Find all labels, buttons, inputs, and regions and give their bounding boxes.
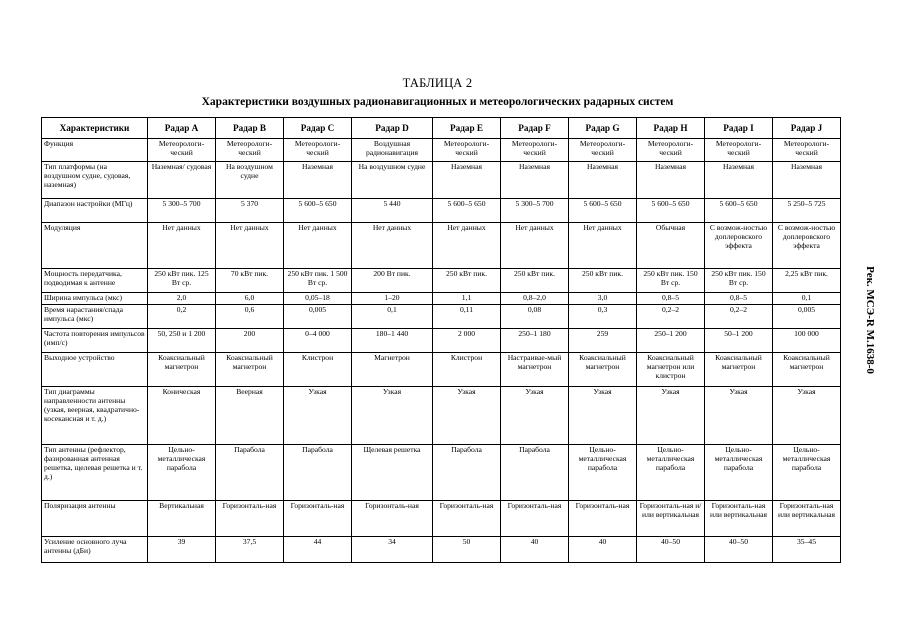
table-cell: Магнетрон xyxy=(352,353,433,387)
table-cell: 5 300–5 700 xyxy=(148,199,216,223)
table-cell: 250 кВт пик. xyxy=(433,269,501,293)
table-cell: С возмож-ностью доплеровского эффекта xyxy=(773,223,841,269)
table-cell: Коаксиальный магнетрон xyxy=(148,353,216,387)
table-row xyxy=(42,199,841,223)
table-cell: 1–20 xyxy=(352,293,433,305)
table-cell: Узкая xyxy=(637,387,705,445)
table-cell: Парабола xyxy=(433,445,501,501)
row-label-cell: Тип антенны (рефлектор, фазированная антенная решетка, щелевая решетка и т. д.) xyxy=(42,445,148,501)
column-header-characteristics: Характеристики xyxy=(42,118,148,139)
column-header-radar: Радар C xyxy=(284,118,352,139)
table-cell: 1,1 xyxy=(433,293,501,305)
table-cell: Узкая xyxy=(433,387,501,445)
table-row xyxy=(42,269,841,293)
column-header-radar: Радар H xyxy=(637,118,705,139)
table-cell: 200 Вт пик. xyxy=(352,269,433,293)
table-cell: Цельно-металлическая парабола xyxy=(637,445,705,501)
table-cell: 0,1 xyxy=(352,305,433,329)
table-cell: Горизонталь-ная xyxy=(569,501,637,537)
table-cell: Наземная xyxy=(501,162,569,199)
table-cell: Веерная xyxy=(216,387,284,445)
table-cell: 0,8–5 xyxy=(637,293,705,305)
table-cell: 39 xyxy=(148,537,216,563)
column-header-radar: Радар B xyxy=(216,118,284,139)
table-cell: Коаксиальный магнетрон xyxy=(773,353,841,387)
table-cell: 200 xyxy=(216,329,284,353)
table-row xyxy=(42,223,841,269)
table-cell: Коаксиальный магнетрон xyxy=(216,353,284,387)
table-cell: Щелевая решетка xyxy=(352,445,433,501)
table-cell: Нет данных xyxy=(148,223,216,269)
table-cell: 250–1 180 xyxy=(501,329,569,353)
table-row xyxy=(42,329,841,353)
table-cell: Горизонталь-ная xyxy=(352,501,433,537)
table-cell: Узкая xyxy=(569,387,637,445)
table-cell: Нет данных xyxy=(216,223,284,269)
row-label-cell: Время нарастания/спада импульса (мкс) xyxy=(42,305,148,329)
table-cell: 0,2–2 xyxy=(637,305,705,329)
table-row xyxy=(42,305,841,329)
table-cell: Парабола xyxy=(216,445,284,501)
table-cell: Обычная xyxy=(637,223,705,269)
table-cell: Горизонталь-ная xyxy=(216,501,284,537)
table-cell: Узкая xyxy=(773,387,841,445)
row-label-cell: Диапазон настройки (МГц) xyxy=(42,199,148,223)
row-label-cell: Модуляция xyxy=(42,223,148,269)
table-cell: С возмож-ностью доплеровского эффекта xyxy=(705,223,773,269)
table-cell: Метеорологи-ческий xyxy=(284,139,352,162)
column-header-radar: Радар F xyxy=(501,118,569,139)
table-cell: 5 600–5 650 xyxy=(284,199,352,223)
column-header-radar: Радар A xyxy=(148,118,216,139)
table-cell: 250–1 200 xyxy=(637,329,705,353)
table-cell: 70 кВт пик. xyxy=(216,269,284,293)
table-cell: 2 000 xyxy=(433,329,501,353)
column-header-radar: Радар E xyxy=(433,118,501,139)
table-cell: Наземная xyxy=(433,162,501,199)
table-cell: 250 кВт пик. 125 Вт ср. xyxy=(148,269,216,293)
table-cell: Нет данных xyxy=(569,223,637,269)
table-cell: Наземная/ судовая xyxy=(148,162,216,199)
table-cell: 44 xyxy=(284,537,352,563)
table-cell: 250 кВт пик. xyxy=(501,269,569,293)
table-cell: Клистрон xyxy=(433,353,501,387)
table-cell: Горизонталь-ная и/или вертикальная xyxy=(637,501,705,537)
table-cell: 259 xyxy=(569,329,637,353)
table-cell: Настраивае-мый магнетрон xyxy=(501,353,569,387)
row-label-cell: Поляризация антенны xyxy=(42,501,148,537)
table-cell: 35–45 xyxy=(773,537,841,563)
table-row xyxy=(42,501,841,537)
table-cell: 0,05–18 xyxy=(284,293,352,305)
table-cell: 0,08 xyxy=(501,305,569,329)
table-cell: 250 кВт пик. 150 Вт ср. xyxy=(705,269,773,293)
table-cell: 100 000 xyxy=(773,329,841,353)
table-cell: Узкая xyxy=(352,387,433,445)
table-cell: Узкая xyxy=(705,387,773,445)
table-cell: Метеорологи-ческий xyxy=(637,139,705,162)
table-row xyxy=(42,387,841,445)
column-header-radar: Радар D xyxy=(352,118,433,139)
table-cell: Горизонталь-ная xyxy=(433,501,501,537)
table-cell: Нет данных xyxy=(284,223,352,269)
column-header-radar: Радар J xyxy=(773,118,841,139)
table-row xyxy=(42,445,841,501)
table-cell: 0,3 xyxy=(569,305,637,329)
row-label-cell: Усиление основного луча антенны (дБи) xyxy=(42,537,148,563)
table-cell: На воздушном судне xyxy=(216,162,284,199)
table-cell: 5 600–5 650 xyxy=(637,199,705,223)
row-label-cell: Мощность передатчика, подводимая к антенне xyxy=(42,269,148,293)
table-cell: 2,0 xyxy=(148,293,216,305)
table-cell: 0,1 xyxy=(773,293,841,305)
table-subtitle: Характеристики воздушных радионавигационных и метеорологических радарных систем xyxy=(201,96,674,108)
table-cell: Горизонталь-ная или вертикальная xyxy=(705,501,773,537)
table-cell: Парабола xyxy=(501,445,569,501)
column-header-radar: Радар G xyxy=(569,118,637,139)
table-cell: Метеорологи-ческий xyxy=(773,139,841,162)
table-cell: 0,005 xyxy=(773,305,841,329)
table-cell: 40 xyxy=(569,537,637,563)
row-label-cell: Частота повторения импульсов (имп/с) xyxy=(42,329,148,353)
table-cell: Цельно-металлическая парабола xyxy=(569,445,637,501)
table-cell: Наземная xyxy=(637,162,705,199)
table-cell: Нет данных xyxy=(352,223,433,269)
table-cell: 0,8–2,0 xyxy=(501,293,569,305)
table-cell: Метеорологи-ческий xyxy=(216,139,284,162)
table-cell: 0,2–2 xyxy=(705,305,773,329)
table-cell: Узкая xyxy=(501,387,569,445)
table-cell: Нет данных xyxy=(433,223,501,269)
table-cell: 0,2 xyxy=(148,305,216,329)
table-body xyxy=(42,139,841,563)
table-cell: 5 600–5 650 xyxy=(433,199,501,223)
table-cell: Коаксиальный магнетрон xyxy=(569,353,637,387)
table-cell: Метеорологи-ческий xyxy=(433,139,501,162)
table-cell: Цельно-металлическая парабола xyxy=(148,445,216,501)
table-cell: 50, 250 и 1 200 xyxy=(148,329,216,353)
table-row xyxy=(42,537,841,563)
table-cell: Воздушная радионавигация xyxy=(352,139,433,162)
table-cell: Наземная xyxy=(284,162,352,199)
table-cell: На воздушном судне xyxy=(352,162,433,199)
table-cell: 6,0 xyxy=(216,293,284,305)
table-cell: 34 xyxy=(352,537,433,563)
table-cell: Горизонталь-ная xyxy=(501,501,569,537)
row-label-cell: Ширина импульса (мкс) xyxy=(42,293,148,305)
table-cell: Наземная xyxy=(569,162,637,199)
table-cell: 0,6 xyxy=(216,305,284,329)
table-cell: 5 300–5 700 xyxy=(501,199,569,223)
table-cell: Метеорологи-ческий xyxy=(705,139,773,162)
table-cell: Клистрон xyxy=(284,353,352,387)
table-cell: 5 600–5 650 xyxy=(569,199,637,223)
table-cell: 5 600–5 650 xyxy=(705,199,773,223)
table-cell: 5 370 xyxy=(216,199,284,223)
table-cell: 5 440 xyxy=(352,199,433,223)
table-cell: Коаксиальный магнетрон или клистрон xyxy=(637,353,705,387)
table-row xyxy=(42,353,841,387)
table-cell: 40–50 xyxy=(637,537,705,563)
table-cell: 5 250–5 725 xyxy=(773,199,841,223)
table-cell: 180–1 440 xyxy=(352,329,433,353)
table-cell: Узкая xyxy=(284,387,352,445)
table-cell: Горизонталь-ная xyxy=(284,501,352,537)
column-header-radar: Радар I xyxy=(705,118,773,139)
table-cell: 0,005 xyxy=(284,305,352,329)
row-label-cell: Выходное устройство xyxy=(42,353,148,387)
row-label-cell: Функция xyxy=(42,139,148,162)
radar-characteristics-table xyxy=(41,117,841,563)
table-cell: 250 кВт пик. 150 Вт ср. xyxy=(637,269,705,293)
table-cell: Парабола xyxy=(284,445,352,501)
table-cell: 3,0 xyxy=(569,293,637,305)
table-cell: Вертикальная xyxy=(148,501,216,537)
table-cell: Горизонталь-ная или вертикальная xyxy=(773,501,841,537)
table-cell: 0,11 xyxy=(433,305,501,329)
table-title: ТАБЛИЦА 2 xyxy=(402,76,473,90)
table-cell: 40 xyxy=(501,537,569,563)
table-cell: Метеорологи-ческий xyxy=(501,139,569,162)
table-cell: Цельно-металлическая парабола xyxy=(773,445,841,501)
table-cell: 40–50 xyxy=(705,537,773,563)
table-cell: 250 кВт пик. xyxy=(569,269,637,293)
table-row xyxy=(42,293,841,305)
table-cell: 50 xyxy=(433,537,501,563)
table-cell: 50–1 200 xyxy=(705,329,773,353)
table-cell: Цельно-металлическая парабола xyxy=(705,445,773,501)
table-cell: Коаксиальный магнетрон xyxy=(705,353,773,387)
table-cell: 2,25 кВт пик. xyxy=(773,269,841,293)
table-cell: 0,8–5 xyxy=(705,293,773,305)
table-header-row xyxy=(42,118,841,139)
row-label-cell: Тип диаграммы направленности антенны (узкая, веерная, квадратично-косекансная и т. д.) xyxy=(42,387,148,445)
document-side-label: Рек. МСЭ-R M.1638-0 xyxy=(864,266,876,374)
table-cell: 37,5 xyxy=(216,537,284,563)
table-cell: Коническая xyxy=(148,387,216,445)
table-cell: 250 кВт пик. 1 500 Вт ср. xyxy=(284,269,352,293)
table-row xyxy=(42,162,841,199)
table-cell: Метеорологи-ческий xyxy=(148,139,216,162)
table-cell: Метеорологи-ческий xyxy=(569,139,637,162)
table-row xyxy=(42,139,841,162)
table-cell: Нет данных xyxy=(501,223,569,269)
table-cell: 0–4 000 xyxy=(284,329,352,353)
table-cell: Наземная xyxy=(773,162,841,199)
row-label-cell: Тип платформы (на воздушном судне, судовая, наземная) xyxy=(42,162,148,199)
table-cell: Наземная xyxy=(705,162,773,199)
